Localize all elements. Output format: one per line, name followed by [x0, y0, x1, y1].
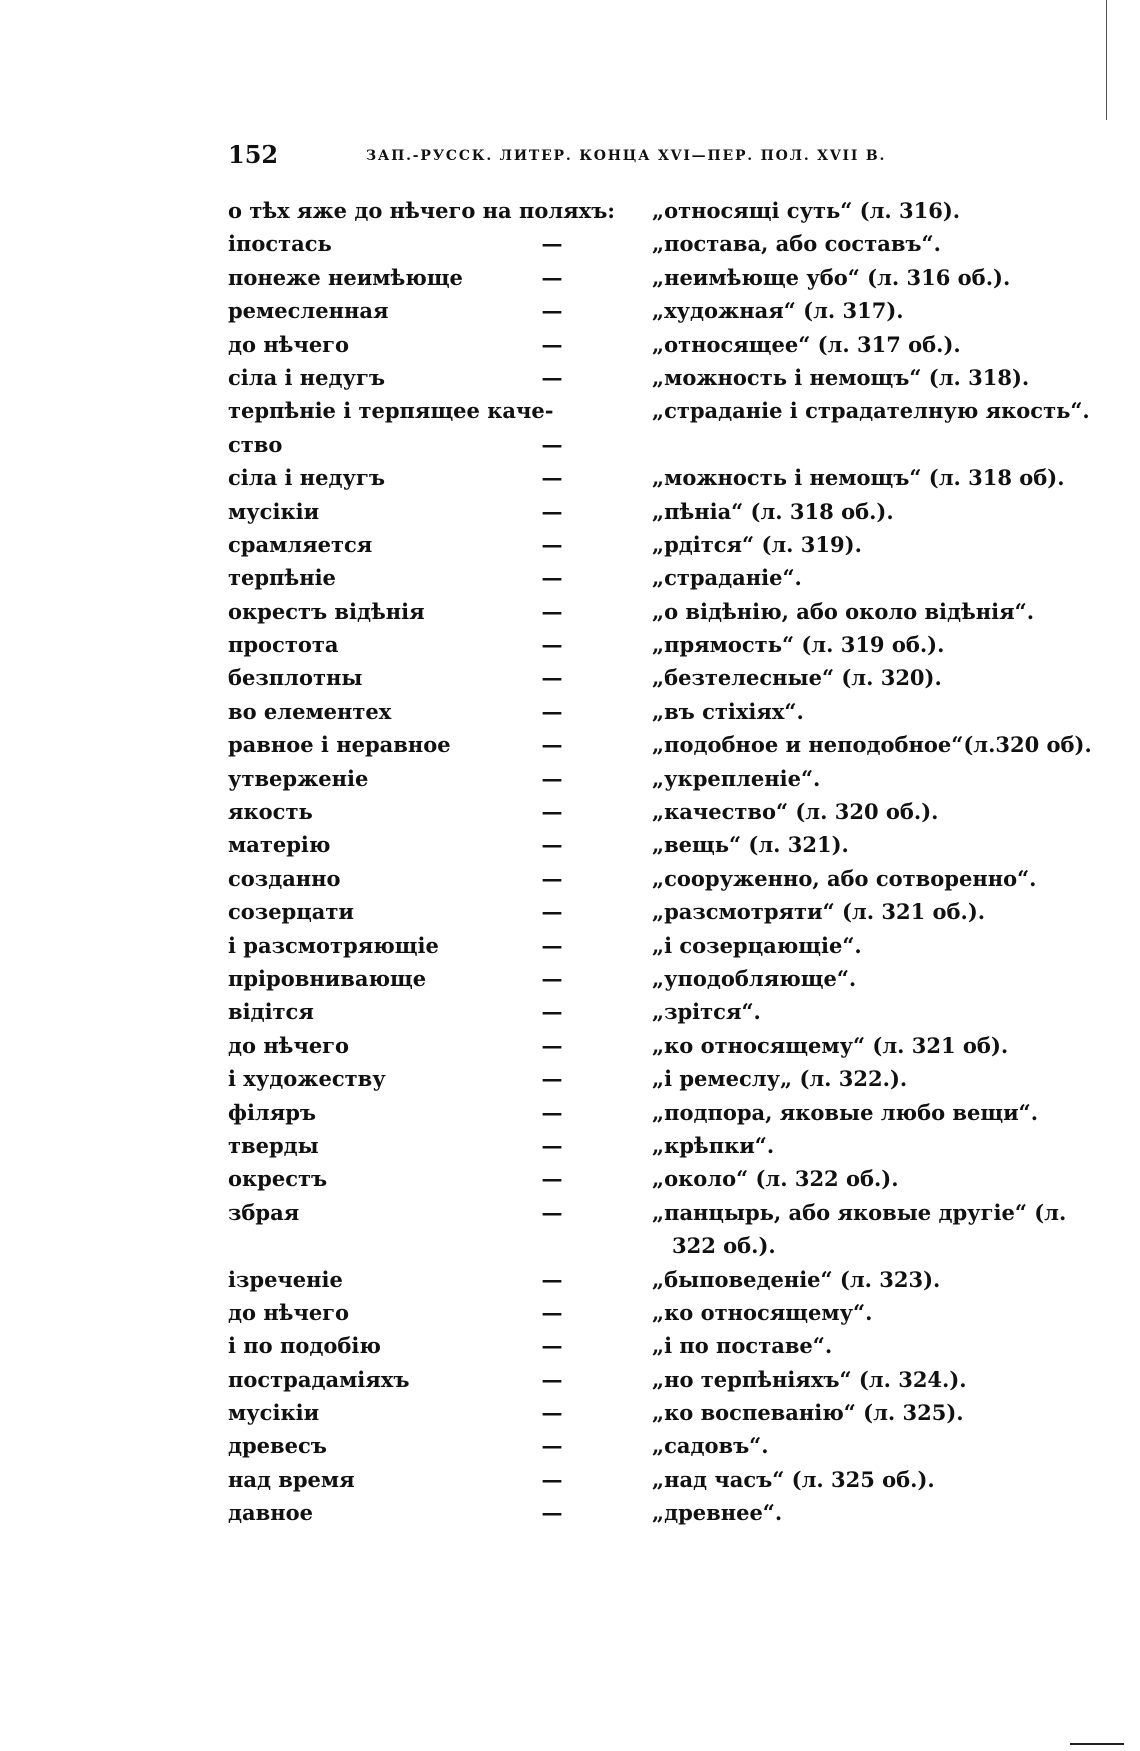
- source-term: равное і неравное: [228, 732, 451, 758]
- separator-dash: —: [541, 632, 563, 658]
- separator-dash: —: [541, 498, 563, 524]
- translation-term: „садовъ“.: [652, 1433, 769, 1459]
- separator-dash: —: [541, 765, 563, 791]
- separator-dash: —: [541, 264, 563, 290]
- separator-dash: —: [541, 1266, 563, 1292]
- separator-dash: —: [541, 1166, 563, 1192]
- glossary-entry: [228, 1162, 1068, 1195]
- source-term: і по подобію: [228, 1333, 381, 1359]
- separator-dash: —: [541, 1366, 563, 1392]
- translation-term: „пѣніа“ (л. 318 об.).: [652, 498, 894, 524]
- translation-term: „о відѣнію, або около відѣнія“.: [652, 598, 1035, 624]
- glossary-entry: [228, 1396, 1068, 1429]
- translation-term: „панцырь, або яковые другіе“ (л.: [652, 1199, 1067, 1225]
- separator-dash: —: [541, 698, 563, 724]
- glossary-entry: [228, 194, 1068, 227]
- page-header: [228, 140, 928, 170]
- glossary-entry: [228, 962, 1068, 995]
- translation-term: „въ стіхіях“.: [652, 698, 804, 724]
- glossary-entry: [228, 1363, 1068, 1396]
- glossary-entry: [228, 1329, 1068, 1362]
- separator-dash: —: [541, 1099, 563, 1125]
- source-term: терпѣніе і терпящее каче-: [228, 398, 554, 424]
- translation-term: „но терпѣніяхъ“ (л. 324.).: [652, 1366, 967, 1392]
- translation-term: „неимѣюще убо“ (л. 316 об.).: [652, 264, 1011, 290]
- glossary-entry: [228, 862, 1068, 895]
- separator-dash: —: [541, 966, 563, 991]
- separator-dash: —: [541, 899, 563, 925]
- source-term: понеже неимѣюще: [228, 264, 463, 290]
- separator-dash: —: [541, 1466, 563, 1492]
- separator-dash: —: [541, 531, 563, 557]
- glossary-entry: [228, 294, 1068, 327]
- translation-term: „ко относящему“.: [652, 1299, 873, 1325]
- source-term: матерію: [228, 832, 331, 858]
- source-term: о тѣх яже до нѣчего на поляхъ:: [228, 198, 616, 223]
- source-term: над время: [228, 1466, 355, 1492]
- source-term: созданно: [228, 865, 341, 891]
- translation-term: „художная“ (л. 317).: [652, 298, 904, 324]
- translation-term: „прямость“ (л. 319 об.).: [652, 632, 945, 658]
- source-term: ремесленная: [228, 298, 389, 324]
- source-term: мусікіи: [228, 1400, 320, 1426]
- translation-term: „безтелесные“ (л. 320).: [652, 665, 942, 691]
- source-term: древесъ: [228, 1433, 327, 1459]
- glossary-list: [228, 194, 1092, 1530]
- separator-dash: —: [541, 799, 563, 825]
- source-term: збрая: [228, 1199, 300, 1225]
- translation-term: „ко относящему“ (л. 321 об).: [652, 1032, 1009, 1058]
- source-term: во елементех: [228, 698, 392, 724]
- page-edge-line: [1106, 0, 1107, 120]
- source-term: простота: [228, 632, 339, 658]
- source-term: сіла і недугъ: [228, 465, 385, 491]
- footer-rule: [1070, 1743, 1124, 1745]
- separator-dash: —: [541, 298, 563, 324]
- source-term: філяръ: [228, 1099, 317, 1125]
- source-term: срамляется: [228, 531, 373, 557]
- source-term: утверженіе: [228, 765, 369, 791]
- separator-dash: —: [541, 231, 563, 257]
- glossary-entry: [228, 561, 1068, 594]
- translation-term: „вещь“ (л. 321).: [652, 832, 849, 858]
- translation-term: „разсмотряти“ (л. 321 об.).: [652, 899, 986, 925]
- source-term: тверды: [228, 1132, 319, 1158]
- source-term: до нѣчего: [228, 1299, 350, 1325]
- source-term: пострадаміяхъ: [228, 1366, 410, 1392]
- source-term: окрестъ: [228, 1166, 328, 1192]
- glossary-entry: [228, 795, 1068, 828]
- translation-term: „качество“ (л. 320 об.).: [652, 799, 939, 825]
- source-term: до нѣчего: [228, 1032, 350, 1058]
- separator-dash: —: [541, 1433, 563, 1459]
- glossary-entry: [228, 1463, 1068, 1496]
- translation-term: „і созерцающіе“.: [652, 932, 862, 958]
- separator-dash: —: [541, 665, 563, 691]
- source-term: відітся: [228, 999, 314, 1025]
- separator-dash: —: [541, 364, 563, 390]
- source-term: давное: [228, 1500, 313, 1526]
- translation-term: „быповеденіе“ (л. 323).: [652, 1266, 941, 1292]
- translation-term: „і по поставе“.: [652, 1333, 833, 1359]
- translation-term: „сооруженно, або сотворенно“.: [652, 865, 1037, 891]
- separator-dash: —: [541, 1400, 563, 1426]
- separator-dash: —: [541, 1199, 563, 1225]
- glossary-entry: [228, 227, 1068, 260]
- separator-dash: —: [541, 565, 563, 591]
- glossary-entry: [228, 461, 1068, 494]
- source-term: до нѣчего: [228, 331, 350, 357]
- glossary-entry: [228, 762, 1068, 795]
- separator-dash: —: [541, 1299, 563, 1325]
- source-term: окрестъ відѣнія: [228, 598, 425, 624]
- source-term: мусікіи: [228, 498, 320, 524]
- separator-dash: —: [541, 1066, 563, 1092]
- separator-dash: —: [541, 1333, 563, 1359]
- translation-term: „около“ (л. 322 об.).: [652, 1166, 899, 1192]
- source-term: і разсмотряющіе: [228, 932, 439, 958]
- translation-term: „укрепленіе“.: [652, 765, 821, 791]
- running-head: ЗАП.-РУССК. ЛИТЕР. КОНЦА XVI—ПЕР. ПОЛ. XVII В.: [366, 148, 887, 164]
- glossary-entry: [228, 495, 1068, 528]
- translation-term: „подпора, яковые любо вещи“.: [652, 1099, 1039, 1125]
- separator-dash: —: [541, 865, 563, 891]
- glossary-entry: [228, 1062, 1068, 1095]
- source-term-continuation: ство: [228, 431, 283, 457]
- glossary-entry: [228, 1496, 1068, 1529]
- page-number: 152: [228, 140, 279, 169]
- translation-term: „ко воспеванію“ (л. 325).: [652, 1400, 964, 1426]
- glossary-entry: [228, 661, 1068, 694]
- separator-dash: —: [541, 598, 563, 624]
- separator-dash: —: [541, 1032, 563, 1058]
- glossary-entry-wrapped: [228, 394, 1090, 461]
- translation-term: „относящее“ (л. 317 об.).: [652, 331, 961, 357]
- separator-dash: —: [541, 932, 563, 958]
- glossary-entry: [228, 261, 1068, 294]
- glossary-entry: [228, 895, 1068, 928]
- translation-term: „уподобляюще“.: [652, 966, 857, 991]
- glossary-entry: [228, 595, 1068, 628]
- separator-dash: —: [541, 732, 563, 758]
- source-term: пріровнивающе: [228, 966, 427, 991]
- glossary-entry: [228, 528, 1068, 561]
- glossary-entry: [228, 1096, 1068, 1129]
- translation-term: „страданіе“.: [652, 565, 802, 591]
- source-term: безплотны: [228, 665, 363, 691]
- glossary-entry: [228, 1429, 1068, 1462]
- glossary-entry: [228, 1263, 1068, 1296]
- glossary-entry: [228, 929, 1068, 962]
- translation-term: „подобное и неподобное“(л.320 об).: [652, 732, 1092, 758]
- glossary-entry: [228, 328, 1068, 361]
- separator-dash: —: [541, 1132, 563, 1158]
- translation-continuation: 322 об.).: [672, 1233, 776, 1259]
- source-term: іпостась: [228, 231, 332, 257]
- separator-dash: —: [541, 999, 563, 1025]
- translation-term: „можность і немощъ“ (л. 318 об).: [652, 465, 1065, 491]
- translation-term: „крѣпки“.: [652, 1132, 775, 1158]
- glossary-entry: [228, 828, 1068, 861]
- translation-term: „страданіе і страдателную якость“.: [652, 398, 1090, 424]
- translation-term: „зрітся“.: [652, 999, 761, 1025]
- translation-term: „древнее“.: [652, 1500, 783, 1526]
- translation-term: „постава, або составъ“.: [652, 231, 941, 257]
- separator-dash: —: [541, 1500, 563, 1526]
- source-term: терпѣніе: [228, 565, 336, 591]
- glossary-entry: [228, 1029, 1068, 1062]
- source-term: і художеству: [228, 1066, 386, 1092]
- glossary-entry: [228, 995, 1068, 1028]
- glossary-entry: [228, 1129, 1068, 1162]
- separator-dash: —: [541, 431, 563, 457]
- translation-term: „і ремеслу„ (л. 322.).: [652, 1066, 908, 1092]
- separator-dash: —: [541, 832, 563, 858]
- glossary-entry: [228, 628, 1068, 661]
- source-term: ізреченіе: [228, 1266, 343, 1292]
- glossary-entry: [228, 728, 1092, 761]
- translation-term: „можность і немощъ“ (л. 318).: [652, 364, 1030, 390]
- translation-term: „над часъ“ (л. 325 об.).: [652, 1466, 935, 1492]
- glossary-entry: [228, 1296, 1068, 1329]
- translation-term: „относящі суть“ (л. 316).: [652, 198, 961, 223]
- glossary-entry-wrapped: [228, 1196, 1068, 1263]
- source-term: якость: [228, 799, 313, 825]
- source-term: созерцати: [228, 899, 354, 925]
- separator-dash: —: [541, 465, 563, 491]
- translation-term: „рдітся“ (л. 319).: [652, 531, 862, 557]
- glossary-entry: [228, 695, 1068, 728]
- glossary-entry: [228, 361, 1068, 394]
- separator-dash: —: [541, 331, 563, 357]
- source-term: сіла і недугъ: [228, 364, 385, 390]
